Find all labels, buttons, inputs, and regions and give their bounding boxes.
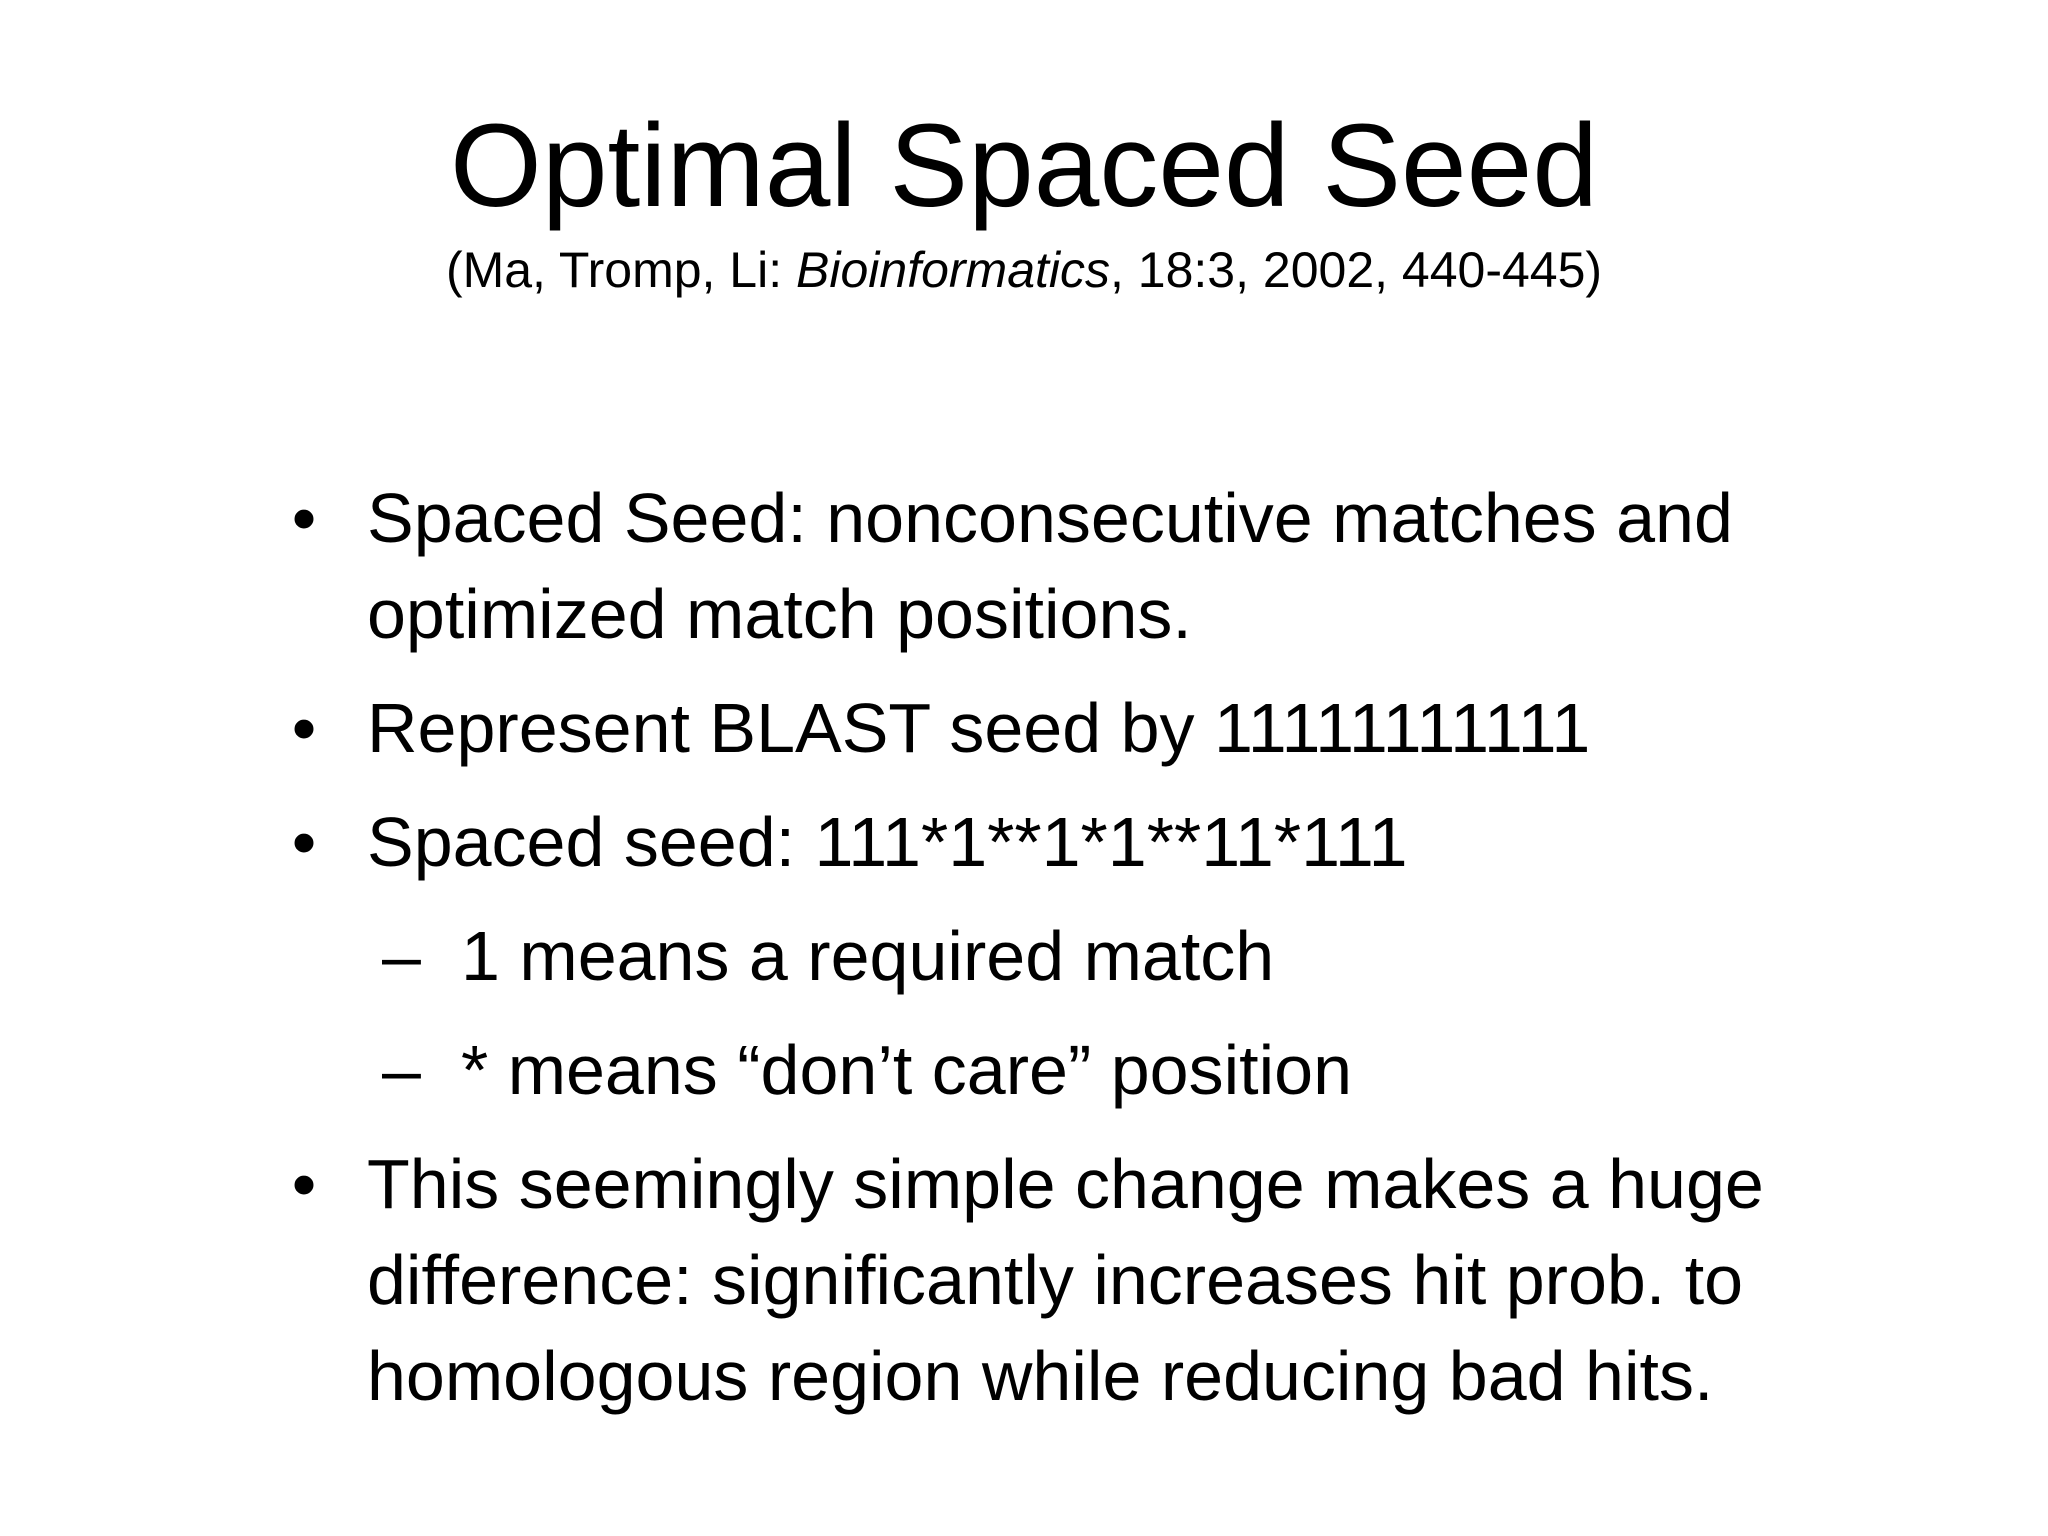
- bullet-item: [284, 680, 1904, 776]
- slide-title: Optimal Spaced Seed: [450, 100, 1598, 232]
- sub-bullet-marker: –: [382, 1031, 421, 1109]
- bullet-item: [284, 470, 1904, 662]
- citation: [0, 240, 2048, 300]
- citation-suffix: , 18:3, 2002, 440-445): [1110, 242, 1603, 298]
- bullet-marker: •: [291, 803, 317, 881]
- bullet-marker: •: [291, 1145, 317, 1223]
- citation-journal: Bioinformatics: [796, 242, 1111, 298]
- sub-bullet-text: 1 means a required match: [461, 917, 1275, 995]
- bullet-text: Spaced seed: 111*1**1*1**11*111: [367, 803, 1408, 881]
- bullet-list: [284, 470, 1904, 1442]
- bullet-item: [284, 794, 1904, 890]
- sub-bullet-text: * means “don’t care” position: [461, 1031, 1352, 1109]
- bullet-text: This seemingly simple change makes a huge difference: significantly increases hit prob. to homologous region while reducing bad hits.: [367, 1145, 1764, 1415]
- bullet-text: Represent BLAST seed by 11111111111: [367, 689, 1591, 767]
- bullet-text: Spaced Seed: nonconsecutive matches and optimized match positions.: [367, 479, 1733, 653]
- sub-bullet-marker: –: [382, 917, 421, 995]
- bullet-marker: •: [291, 479, 317, 557]
- bullet-marker: •: [291, 689, 317, 767]
- bullet-item: [284, 1136, 1904, 1424]
- sub-bullet-item: [284, 908, 1904, 1004]
- citation-prefix: (Ma, Tromp, Li:: [445, 242, 797, 298]
- sub-bullet-item: [284, 1022, 1904, 1118]
